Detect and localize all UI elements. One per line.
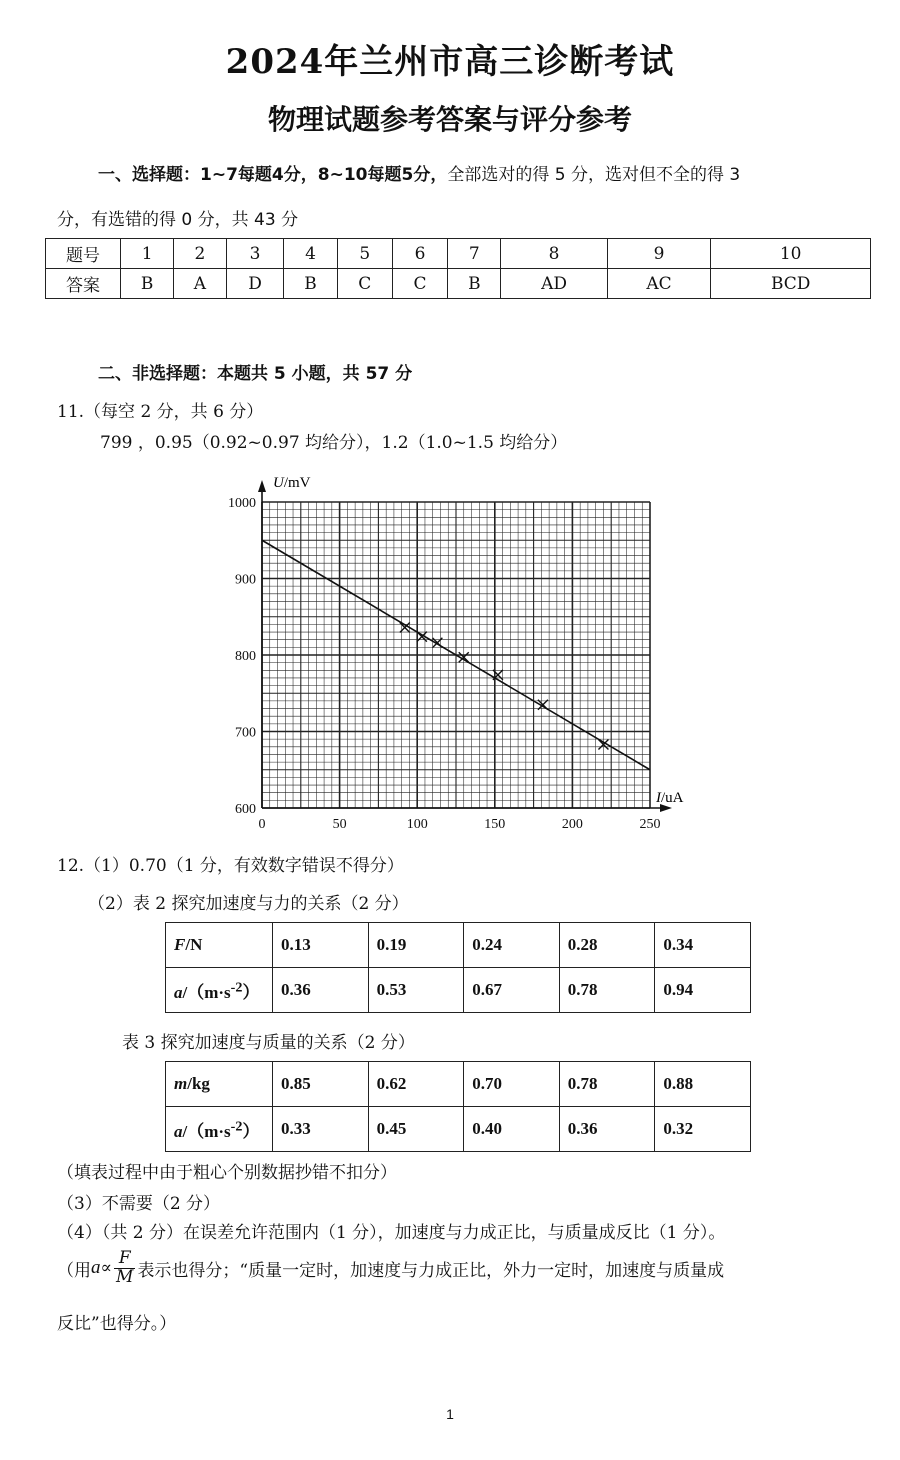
q12-part1: 12.（1）0.70（1 分，有效数字错误不得分） <box>57 856 404 876</box>
table-cell: 0.19 <box>368 923 464 968</box>
y-tick-label: 800 <box>235 649 256 664</box>
table-row <box>46 269 871 299</box>
table-header-cell: $a/(m\cdot s^{-2})$ <box>166 1107 273 1152</box>
answer-cell: AD <box>501 269 607 299</box>
table-cell: 0.70 <box>464 1062 560 1107</box>
q12-part2: （2）表 2 探究加速度与力的关系（2 分） <box>88 894 409 914</box>
page-subtitle: 物理试题参考答案与评分参考 <box>267 103 632 136</box>
table-cell: 0.34 <box>655 923 751 968</box>
page-number: 1 <box>446 1406 454 1422</box>
answer-cell: BCD <box>711 269 871 299</box>
answer-cell: A <box>174 269 226 299</box>
question-number: 7 <box>448 239 501 269</box>
x-tick-label: 100 <box>406 817 428 832</box>
table-cell: 0.53 <box>368 968 464 1013</box>
section1-heading-cont: 分，有选错的得 0 分，共 43 分 <box>57 210 299 230</box>
y-tick-label: 900 <box>235 572 256 588</box>
table-cell: 0.78 <box>559 968 655 1013</box>
table-cell: 0.67 <box>464 968 560 1013</box>
table-row <box>46 239 871 269</box>
y-axis-arrow <box>258 480 266 492</box>
u-i-chart <box>210 470 684 836</box>
table-header-cell: $a/(m\cdot s^{-2})$ <box>166 968 273 1013</box>
table-cell: 0.36 <box>559 1107 655 1152</box>
x-axis-label: I/uA <box>656 790 684 806</box>
x-tick-label: 0 <box>258 817 266 832</box>
q12-part5: （用 a ∝ $\frac{F}{M}$ 表示也得分；“质量一定时，加速度与力成正比，外力一定时，加速度与质量成 <box>57 1248 725 1287</box>
table-row <box>166 923 751 968</box>
table-row <box>166 968 751 1013</box>
answer-cell: B <box>448 269 501 299</box>
x-tick-label: 50 <box>332 817 347 832</box>
table-cell: 0.78 <box>559 1062 655 1107</box>
y-axis-label: U/mV <box>273 475 311 491</box>
table-cell: 0.45 <box>368 1107 464 1152</box>
q12-note: （填表过程中由于粗心个别数据抄错不扣分） <box>57 1163 397 1183</box>
section1-heading: 一、选择题：1~7每题4分，8~10每题5分，全部选对的得 5 分，选对但不全的得 3 <box>98 165 741 185</box>
table-cell: 0.36 <box>273 968 369 1013</box>
table-header-cell: F/N <box>166 923 273 968</box>
table-cell: 0.62 <box>368 1062 464 1107</box>
q12-part3: （3）不需要（2 分） <box>57 1194 221 1214</box>
row-label: 答案 <box>46 269 121 299</box>
table-cell: 0.24 <box>464 923 560 968</box>
table-mass-acceleration <box>165 1061 751 1152</box>
answer-cell: C <box>337 269 392 299</box>
table-cell: 0.40 <box>464 1107 560 1152</box>
x-tick-label: 200 <box>561 817 583 832</box>
formula-fraction: $\frac{F}{M}$ <box>116 1248 134 1287</box>
section2-heading: 二、非选择题：本题共 5 小题，共 57 分 <box>98 364 413 384</box>
table-row <box>166 1062 751 1107</box>
table-cell: 0.33 <box>273 1107 369 1152</box>
x-tick-label: 150 <box>484 817 506 832</box>
answer-cell: C <box>392 269 447 299</box>
question-number: 6 <box>392 239 447 269</box>
question-number: 8 <box>501 239 607 269</box>
x-tick-label: 250 <box>639 817 661 832</box>
answer-table <box>45 238 871 299</box>
table-cell: 0.28 <box>559 923 655 968</box>
answer-cell: AC <box>607 269 711 299</box>
table-row <box>166 1107 751 1152</box>
table-force-acceleration <box>165 922 751 1013</box>
table3-caption: 表 3 探究加速度与质量的关系（2 分） <box>122 1033 415 1053</box>
answer-cell: B <box>284 269 337 299</box>
question-number: 9 <box>607 239 711 269</box>
table-cell: 0.88 <box>655 1062 751 1107</box>
page-title: 2024年兰州市高三诊断考试 <box>225 42 675 82</box>
question-number: 4 <box>284 239 337 269</box>
question-number: 5 <box>337 239 392 269</box>
table-header-cell: m/kg <box>166 1062 273 1107</box>
question-number: 10 <box>711 239 871 269</box>
table-cell: 0.85 <box>273 1062 369 1107</box>
question-number: 1 <box>121 239 174 269</box>
y-tick-label: 600 <box>235 802 256 817</box>
table-cell: 0.13 <box>273 923 369 968</box>
table-cell: 0.94 <box>655 968 751 1013</box>
answer-cell: B <box>121 269 174 299</box>
table-cell: 0.32 <box>655 1107 751 1152</box>
chart-points <box>400 622 609 749</box>
q11-answer: 799 ，0.95（0.92~0.97 均给分），1.2（1.0~1.5 均给分） <box>100 433 568 453</box>
q12-part5-cont: 反比”也得分。） <box>57 1314 177 1334</box>
question-number: 3 <box>226 239 284 269</box>
q12-part4: （4）（共 2 分）在误差允许范围内（1 分），加速度与力成正比，与质量成反比（1 分）。 <box>57 1223 726 1243</box>
answer-cell: D <box>226 269 284 299</box>
y-tick-label: 700 <box>235 725 256 741</box>
row-label: 题号 <box>46 239 121 269</box>
q11-head: 11.（每空 2 分，共 6 分） <box>57 402 264 422</box>
question-number: 2 <box>174 239 226 269</box>
y-tick-label: 1000 <box>228 496 256 511</box>
